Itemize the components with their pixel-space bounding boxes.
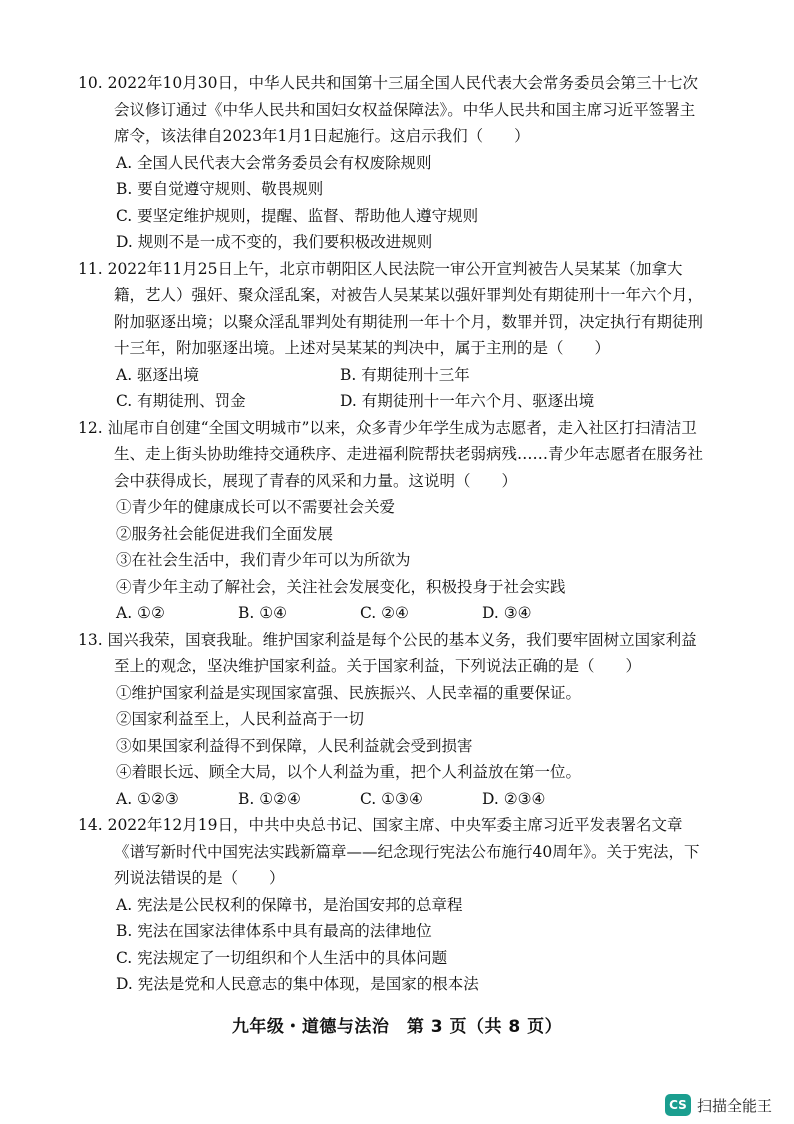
option-c: C. 有期徒刑、罚金	[116, 392, 246, 410]
option-d: D. 有期徒刑十一年六个月、驱逐出境	[340, 392, 595, 410]
option-row	[78, 786, 708, 813]
question-11	[78, 256, 708, 415]
statement-2: ②服务社会能促进我们全面发展	[116, 524, 334, 543]
statement-3: ③在社会生活中，我们青少年可以为所欲为	[116, 551, 411, 569]
watermark-text: 扫描全能王	[696, 1096, 772, 1115]
statement-4: ④着眼长远、顾全大局，以个人利益为重，把个人利益放在第一位。	[116, 763, 582, 781]
statement-2: ②国家利益至上，人民利益高于一切	[116, 710, 365, 728]
question-stem: 11. 2022年11月25日上午，北京市朝阳区人民法院一审公开宣判被告人吴某某（加拿大籍，艺人）强奸、聚众淫乱案，对被告人吴某某以强奸罪判处有期徒刑十一年六个月，附加驱逐出境；以聚众淫乱罪判处有期徒刑一年十个月，数罪并罚，决定执行有期徒刑十三年，附加驱逐出境。上述对吴某某的判决中，属于主刑的是（ ）	[78, 259, 704, 357]
option-a: A. ①②	[116, 604, 165, 622]
question-stem: 10. 2022年10月30日，中华人民共和国第十三届全国人民代表大会常务委员会第三十七次会议修订通过《中华人民共和国妇女权益保障法》。中华人民共和国主席习近平签署主席令，该法律自2023年1月1日起施行。这启示我们（ ）	[78, 74, 698, 145]
camscanner-logo-icon: CS	[665, 1094, 691, 1116]
option-row	[78, 362, 708, 389]
statement-3: ③如果国家利益得不到保障，人民利益就会受到损害	[116, 736, 473, 755]
option-d: D. ②③④	[482, 789, 546, 808]
question-13	[78, 627, 708, 813]
option-b: B. 要自觉遵守规则、敬畏规则	[116, 180, 324, 198]
option-b: B. 有期徒刑十三年	[340, 365, 470, 384]
option-row	[78, 600, 708, 627]
question-stem: 12. 汕尾市自创建“全国文明城市”以来，众多青少年学生成为志愿者，走入社区打扫清洁卫生、走上街头协助维持交通秩序、走进福利院帮扶老弱病残……青少年志愿者在服务社会中获得成长，展现了青春的风采和力量。这说明（ ）	[78, 418, 704, 490]
scanner-watermark	[665, 1094, 772, 1116]
option-b: B. 宪法在国家法律体系中具有最高的法律地位	[116, 922, 432, 940]
option-d: D. 宪法是党和人民意志的集中体现，是国家的根本法	[116, 975, 479, 993]
option-a: A. ①②③	[116, 789, 179, 808]
exam-page	[78, 70, 708, 998]
option-d: D. 规则不是一成不变的，我们要积极改进规则	[116, 233, 433, 251]
option-c: C. 要坚定维护规则，提醒、监督、帮助他人遵守规则	[116, 206, 479, 225]
question-14	[78, 812, 708, 998]
statement-1: ①维护国家利益是实现国家富强、民族振兴、人民幸福的重要保证。	[116, 683, 582, 702]
option-c: C. ②④	[360, 604, 409, 622]
option-a: A. 宪法是公民权利的保障书，是治国安邦的总章程	[116, 895, 463, 914]
statement-4: ④青少年主动了解社会，关注社会发展变化，积极投身于社会实践	[116, 577, 566, 596]
option-row	[78, 388, 708, 415]
statement-1: ①青少年的健康成长可以不需要社会关爱	[116, 498, 396, 516]
question-stem: 14. 2022年12月19日，中共中央总书记、国家主席、中央军委主席习近平发表署名文章《谱写新时代中国宪法实践新篇章——纪念现行宪法公布施行40周年》。关于宪法，下列说法错误的是（ ）	[78, 816, 700, 887]
option-d: D. ③④	[482, 604, 532, 622]
option-a: A. 驱逐出境	[116, 365, 200, 384]
question-10	[78, 70, 708, 256]
question-12	[78, 415, 708, 627]
option-a: A. 全国人民代表大会常务委员会有权废除规则	[116, 153, 432, 172]
option-b: B. ①②④	[238, 789, 301, 808]
option-b: B. ①④	[238, 604, 288, 622]
option-c: C. 宪法规定了一切组织和个人生活中的具体问题	[116, 948, 448, 967]
page-footer: 九年级・道德与法治 第 3 页（共 8 页）	[231, 1017, 563, 1037]
question-stem: 13. 国兴我荣，国衰我耻。维护国家利益是每个公民的基本义务，我们要牢固树立国家利益至上的观念，坚决维护国家利益。关于国家利益，下列说法正确的是（ ）	[78, 630, 697, 675]
option-c: C. ①③④	[360, 789, 423, 808]
